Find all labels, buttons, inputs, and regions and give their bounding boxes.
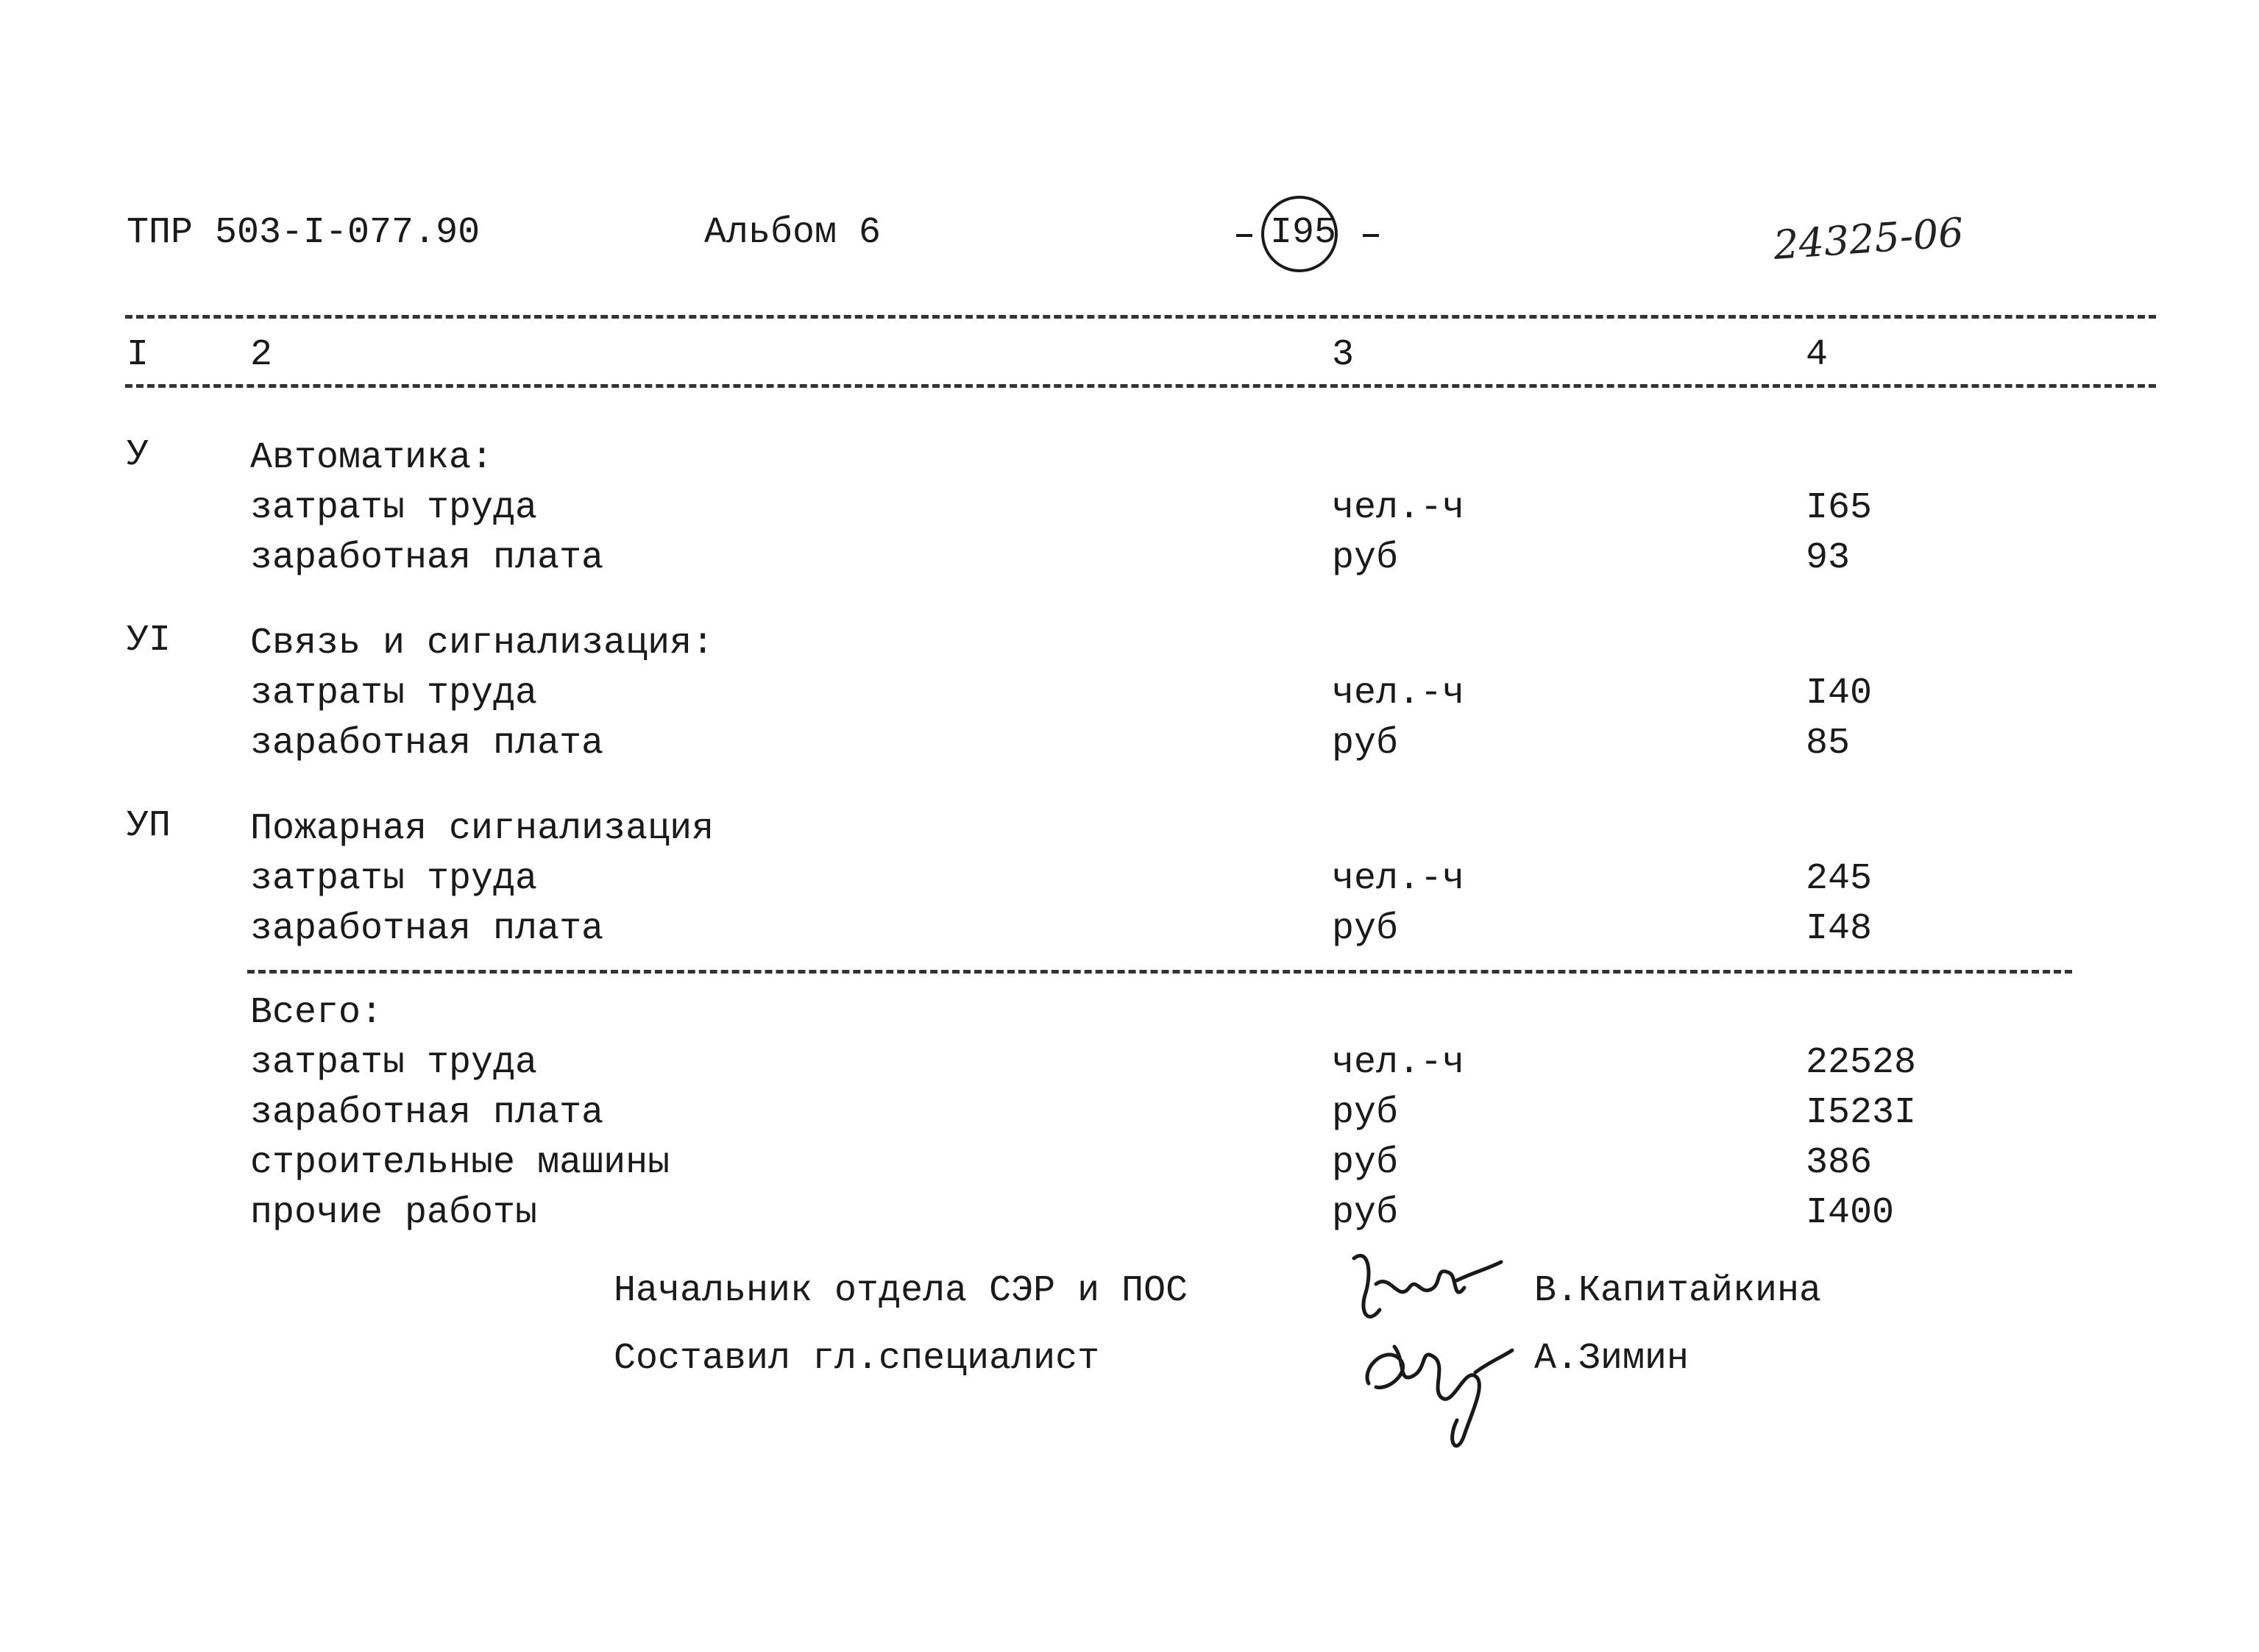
column-header-4: 4 xyxy=(1806,334,1829,376)
section-title: Автоматика: xyxy=(250,437,494,479)
column-header-1: I xyxy=(127,334,149,376)
signatory-position: Начальник отдела СЭР и ПОС xyxy=(614,1270,1188,1312)
total-row-label: заработная плата xyxy=(250,1092,604,1134)
section-title: Связь и сигнализация: xyxy=(250,623,714,664)
row-value: I65 xyxy=(1806,487,1873,529)
signatory-position: Составил гл.специалист xyxy=(614,1338,1100,1380)
column-header-2: 2 xyxy=(250,334,273,376)
section-number: У xyxy=(127,434,149,476)
total-row-label: прочие работы xyxy=(250,1192,538,1234)
column-header-bottom-rule xyxy=(125,384,2156,388)
row-value: 93 xyxy=(1806,537,1851,579)
total-row-label: строительные машины xyxy=(250,1142,670,1184)
total-row-unit: руб xyxy=(1332,1142,1399,1184)
total-row-value: I523I xyxy=(1806,1092,1917,1134)
section-number: УI xyxy=(127,620,171,662)
row-label: затраты труда xyxy=(250,858,538,900)
page-number: I95 xyxy=(1270,212,1337,254)
total-separator-rule xyxy=(247,970,2072,974)
total-row-value: I400 xyxy=(1806,1192,1895,1234)
total-row-unit: чел.-ч xyxy=(1332,1042,1465,1084)
handwritten-signature-2 xyxy=(1354,1317,1523,1464)
section-title: Пожарная сигнализация xyxy=(250,808,714,850)
total-title: Всего: xyxy=(250,992,383,1034)
row-value: 245 xyxy=(1806,858,1873,900)
row-value: I40 xyxy=(1806,673,1873,715)
row-unit: чел.-ч xyxy=(1332,673,1465,715)
row-value: 85 xyxy=(1806,723,1851,765)
row-unit: руб xyxy=(1332,723,1399,765)
column-header-3: 3 xyxy=(1332,334,1355,376)
signatory-name: А.Зимин xyxy=(1534,1338,1689,1380)
row-label: заработная плата xyxy=(250,908,604,950)
page-number-dash-left xyxy=(1236,234,1252,237)
signatory-name: В.Капитайкина xyxy=(1534,1270,1822,1312)
row-value: I48 xyxy=(1806,908,1873,950)
page-number-dash-right xyxy=(1363,234,1379,237)
row-label: затраты труда xyxy=(250,487,538,529)
row-unit: руб xyxy=(1332,908,1399,950)
inventory-number: 24325-06 xyxy=(1772,209,1965,269)
total-row-value: 386 xyxy=(1806,1142,1873,1184)
document-code: ТПР 503-I-077.90 xyxy=(127,212,480,254)
row-label: заработная плата xyxy=(250,537,604,579)
column-header-top-rule xyxy=(125,315,2156,319)
album-label: Альбом 6 xyxy=(704,212,882,254)
total-row-unit: руб xyxy=(1332,1192,1399,1234)
section-number: УП xyxy=(127,805,171,847)
row-unit: руб xyxy=(1332,537,1399,579)
total-row-value: 22528 xyxy=(1806,1042,1917,1084)
total-row-label: затраты труда xyxy=(250,1042,538,1084)
row-label: заработная плата xyxy=(250,723,604,765)
total-row-unit: руб xyxy=(1332,1092,1399,1134)
row-unit: чел.-ч xyxy=(1332,858,1465,900)
row-unit: чел.-ч xyxy=(1332,487,1465,529)
row-label: затраты труда xyxy=(250,673,538,715)
